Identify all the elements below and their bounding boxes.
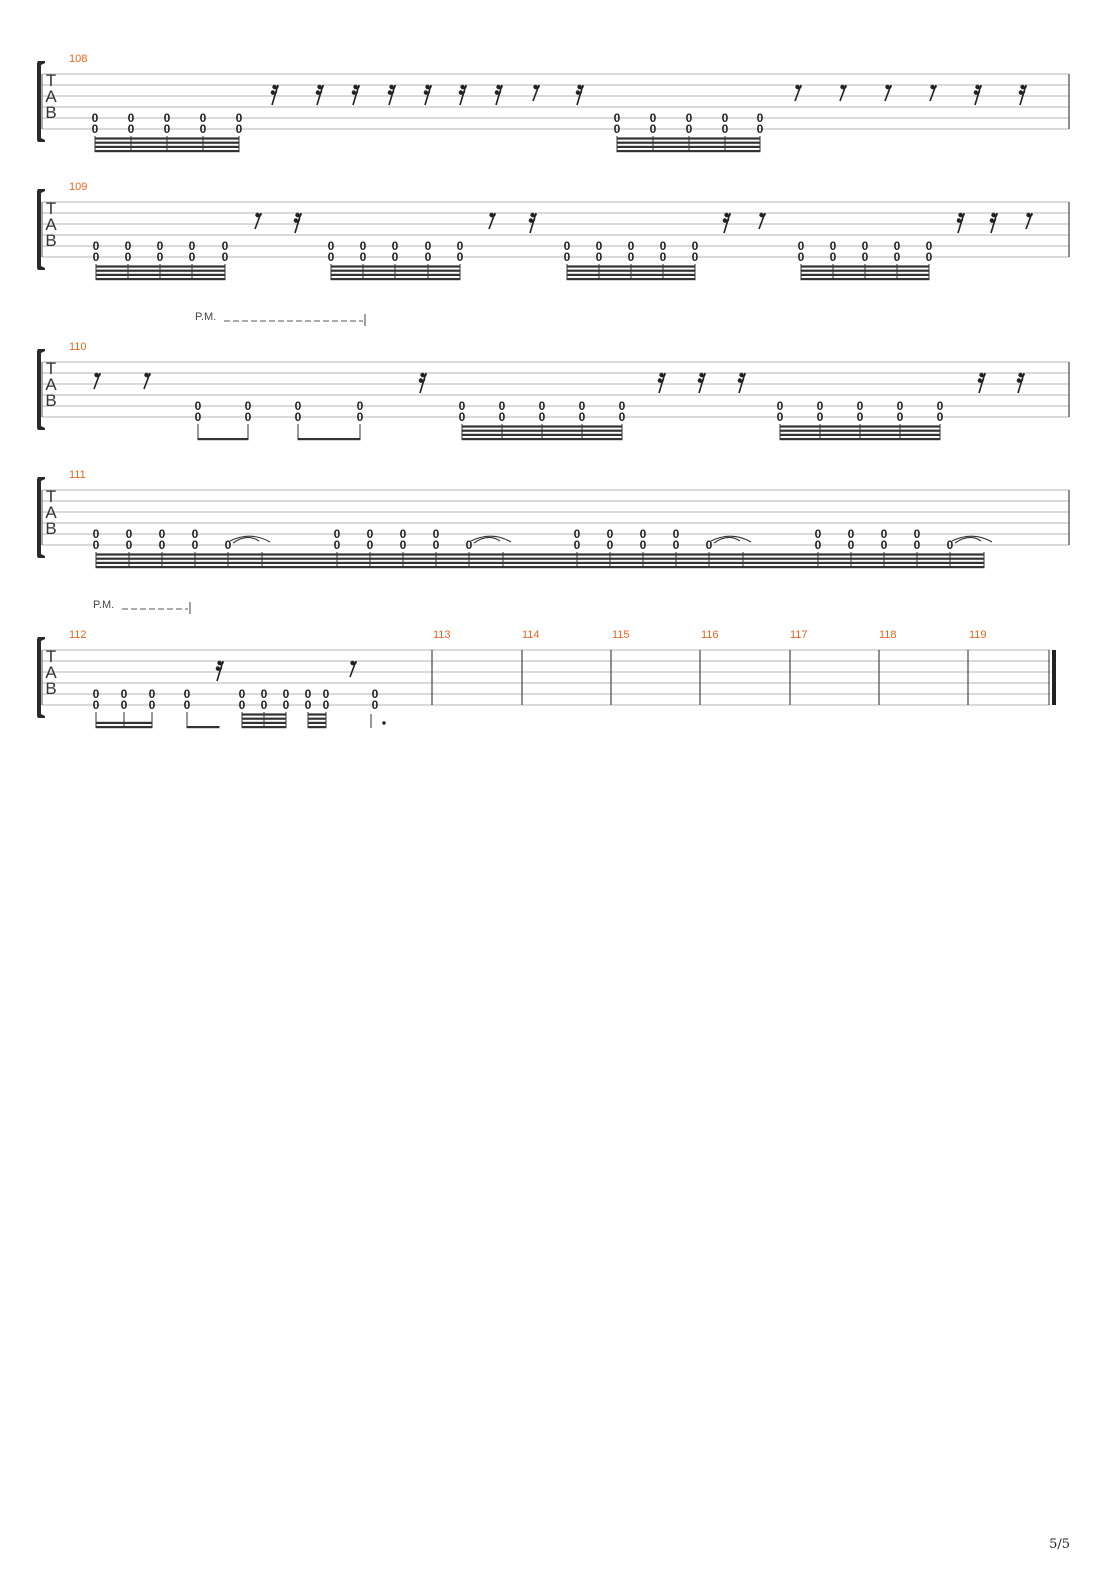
thirty-second-rest — [974, 85, 982, 105]
fret-number-string5: 0 — [371, 687, 379, 701]
fret-number-string6: 0 — [925, 250, 933, 264]
fret-number-string5: 0 — [856, 399, 864, 413]
fret-number-string6: 0 — [391, 250, 399, 264]
thirty-second-rest — [698, 373, 706, 393]
fret-number-string6: 0 — [191, 538, 199, 552]
fret-number-string6: 0 — [618, 410, 626, 424]
beam — [617, 146, 761, 148]
tab-clef-letter: T — [45, 487, 57, 506]
fret-number-string5: 0 — [91, 111, 99, 125]
fret-number-string5: 0 — [498, 399, 506, 413]
fret-number-string5: 0 — [563, 239, 571, 253]
thirty-second-rest — [1017, 373, 1025, 393]
fret-number-string5: 0 — [936, 399, 944, 413]
fret-number-string6: 0 — [424, 250, 432, 264]
sixteenth-rest — [489, 213, 496, 229]
tab-clef-letter: A — [45, 87, 57, 106]
sixteenth-rest — [759, 213, 766, 229]
fret-number-string6: 0 — [163, 122, 171, 136]
fret-number-string6: 0 — [776, 410, 784, 424]
beam — [95, 137, 240, 139]
beam — [780, 425, 941, 427]
fret-number-string5: 0 — [756, 111, 764, 125]
fret-number-string5: 0 — [260, 687, 268, 701]
fret-number-string6: 0 — [880, 538, 888, 552]
beam — [462, 430, 623, 432]
fret-number-string6: 0 — [327, 250, 335, 264]
fret-number-string5: 0 — [893, 239, 901, 253]
sixteenth-rest — [350, 661, 357, 677]
beam — [567, 274, 696, 276]
fret-number-string6: 0 — [573, 538, 581, 552]
fret-number-string5: 0 — [814, 527, 822, 541]
fret-number-string5: 0 — [120, 687, 128, 701]
fret-number-string6: 0 — [613, 122, 621, 136]
thirty-second-rest — [576, 85, 584, 105]
fret-number-string6: 0 — [456, 250, 464, 264]
fret-number-string5: 0 — [199, 111, 207, 125]
fret-number-string6: 0 — [333, 538, 341, 552]
beam — [96, 270, 226, 272]
beam — [801, 274, 930, 276]
fret-number-string6: 0 — [498, 410, 506, 424]
fret-number-string5: 0 — [282, 687, 290, 701]
fret-number-string6: 0 — [936, 410, 944, 424]
beam — [96, 566, 985, 568]
beam — [96, 278, 226, 280]
beam — [242, 718, 287, 720]
fret-number-string5: 0 — [183, 687, 191, 701]
beam — [96, 265, 226, 267]
fret-number-string5: 0 — [627, 239, 635, 253]
dotted-note-dot — [382, 721, 385, 724]
fret-number-string6: 0 — [649, 122, 657, 136]
beam — [780, 430, 941, 432]
fret-number-string6: 0 — [595, 250, 603, 264]
fret-number-string5: 0 — [721, 111, 729, 125]
fret-number-string6: 0 — [356, 410, 364, 424]
fret-number-string5: 0 — [188, 239, 196, 253]
fret-number-string5: 0 — [573, 527, 581, 541]
measure-number-117: 117 — [790, 629, 808, 641]
beam — [96, 726, 153, 728]
fret-number-string6: 0 — [913, 538, 921, 552]
fret-number-string6: 0 — [458, 410, 466, 424]
fret-number-string5: 0 — [235, 111, 243, 125]
tab-clef-letter: A — [45, 503, 57, 522]
fret-number-string5: 0 — [125, 527, 133, 541]
fret-number-string5: 0 — [124, 239, 132, 253]
beam — [95, 146, 240, 148]
beam — [242, 726, 287, 728]
fret-number-string6: 0 — [685, 122, 693, 136]
fret-number-string5: 0 — [158, 527, 166, 541]
fret-number-string6: 0 — [359, 250, 367, 264]
fret-number-string6: 0 — [399, 538, 407, 552]
fret-number-string6: 0 — [538, 410, 546, 424]
fret-number-string5: 0 — [92, 239, 100, 253]
page-number: 5/5 — [1049, 1537, 1070, 1552]
fret-number-string5: 0 — [913, 527, 921, 541]
fret-number-string5: 0 — [92, 527, 100, 541]
fret-number-string5: 0 — [880, 527, 888, 541]
tied-fret-number: 0 — [224, 538, 232, 552]
fret-number-string6: 0 — [124, 250, 132, 264]
tab-clef-letter: B — [45, 103, 57, 122]
fret-number-string6: 0 — [127, 122, 135, 136]
fret-number-string6: 0 — [92, 538, 100, 552]
tab-clef-letter: A — [45, 215, 57, 234]
system-bracket-1 — [37, 189, 45, 270]
fret-number-string6: 0 — [816, 410, 824, 424]
fret-number-string5: 0 — [304, 687, 312, 701]
tab-clef-letter: T — [45, 199, 57, 218]
beam — [801, 278, 930, 280]
sixteenth-rest — [840, 85, 847, 101]
thirty-second-rest — [424, 85, 432, 105]
thirty-second-rest — [271, 85, 279, 105]
fret-number-string6: 0 — [158, 538, 166, 552]
palm-mute-label: P.M. — [93, 599, 115, 611]
sixteenth-rest — [1026, 213, 1033, 229]
thirty-second-rest — [978, 373, 986, 393]
fret-number-string5: 0 — [578, 399, 586, 413]
beam — [187, 726, 220, 728]
fret-number-string5: 0 — [356, 399, 364, 413]
fret-number-string5: 0 — [659, 239, 667, 253]
fret-number-string5: 0 — [618, 399, 626, 413]
fret-number-string5: 0 — [322, 687, 330, 701]
fret-number-string6: 0 — [91, 122, 99, 136]
fret-number-string5: 0 — [221, 239, 229, 253]
fret-number-string6: 0 — [125, 538, 133, 552]
fret-number-string5: 0 — [456, 239, 464, 253]
beam — [331, 274, 461, 276]
thirty-second-rest — [723, 213, 731, 233]
beam — [462, 434, 623, 436]
beam — [242, 722, 287, 724]
beam — [308, 722, 327, 724]
fret-number-string6: 0 — [183, 698, 191, 712]
measure-number-119: 119 — [969, 629, 987, 641]
beam — [95, 142, 240, 144]
fret-number-string5: 0 — [691, 239, 699, 253]
fret-number-string6: 0 — [304, 698, 312, 712]
beam — [462, 425, 623, 427]
beam — [308, 713, 327, 715]
beam — [617, 137, 761, 139]
tab-clef-letter: A — [45, 375, 57, 394]
fret-number-string5: 0 — [816, 399, 824, 413]
measure-number-114: 114 — [522, 629, 540, 641]
fret-number-string5: 0 — [327, 239, 335, 253]
beam — [331, 265, 461, 267]
sixteenth-rest — [930, 85, 937, 101]
beam — [801, 265, 930, 267]
fret-number-string6: 0 — [294, 410, 302, 424]
beam — [801, 270, 930, 272]
tab-clef-letter: T — [45, 71, 57, 90]
sixteenth-rest — [533, 85, 540, 101]
tab-clef-letter: B — [45, 231, 57, 250]
fret-number-string5: 0 — [595, 239, 603, 253]
tab-clef-letter: T — [45, 359, 57, 378]
measure-number-113: 113 — [433, 629, 451, 641]
fret-number-string5: 0 — [606, 527, 614, 541]
fret-number-string6: 0 — [244, 410, 252, 424]
measure-number-110: 110 — [69, 341, 87, 353]
fret-number-string5: 0 — [829, 239, 837, 253]
thirty-second-rest — [495, 85, 503, 105]
fret-number-string6: 0 — [893, 250, 901, 264]
fret-number-string6: 0 — [672, 538, 680, 552]
fret-number-string5: 0 — [244, 399, 252, 413]
thirty-second-rest — [419, 373, 427, 393]
fret-number-string5: 0 — [685, 111, 693, 125]
fret-number-string6: 0 — [188, 250, 196, 264]
beam — [308, 726, 327, 728]
fret-number-string6: 0 — [92, 698, 100, 712]
beam — [198, 438, 249, 440]
fret-number-string5: 0 — [925, 239, 933, 253]
tab-clef-letter: A — [45, 663, 57, 682]
fret-number-string6: 0 — [235, 122, 243, 136]
fret-number-string6: 0 — [238, 698, 246, 712]
fret-number-string5: 0 — [366, 527, 374, 541]
fret-number-string6: 0 — [371, 698, 379, 712]
fret-number-string5: 0 — [672, 527, 680, 541]
thirty-second-rest — [216, 661, 224, 681]
tab-clef-letter: B — [45, 679, 57, 698]
beam — [567, 270, 696, 272]
thirty-second-rest — [529, 213, 537, 233]
fret-number-string6: 0 — [432, 538, 440, 552]
system-bracket-3 — [37, 477, 45, 558]
beam — [567, 265, 696, 267]
thirty-second-rest — [294, 213, 302, 233]
thirty-second-rest — [352, 85, 360, 105]
sixteenth-rest — [144, 373, 151, 389]
thirty-second-rest — [957, 213, 965, 233]
fret-number-string5: 0 — [649, 111, 657, 125]
tab-clef-letter: B — [45, 519, 57, 538]
fret-number-string5: 0 — [847, 527, 855, 541]
tied-fret-number: 0 — [946, 538, 954, 552]
fret-number-string6: 0 — [756, 122, 764, 136]
fret-number-string5: 0 — [156, 239, 164, 253]
fret-number-string6: 0 — [194, 410, 202, 424]
sixteenth-rest — [885, 85, 892, 101]
fret-number-string6: 0 — [120, 698, 128, 712]
fret-number-string5: 0 — [861, 239, 869, 253]
measure-number-108: 108 — [69, 53, 88, 65]
measure-number-112: 112 — [69, 629, 87, 641]
beam — [96, 274, 226, 276]
fret-number-string6: 0 — [606, 538, 614, 552]
sixteenth-rest — [255, 213, 262, 229]
beam — [567, 278, 696, 280]
fret-number-string6: 0 — [797, 250, 805, 264]
tied-fret-number: 0 — [465, 538, 473, 552]
fret-number-string6: 0 — [896, 410, 904, 424]
fret-number-string5: 0 — [191, 527, 199, 541]
thirty-second-rest — [658, 373, 666, 393]
fret-number-string5: 0 — [391, 239, 399, 253]
thirty-second-rest — [388, 85, 396, 105]
fret-number-string6: 0 — [148, 698, 156, 712]
fret-number-string5: 0 — [458, 399, 466, 413]
thirty-second-rest — [1019, 85, 1027, 105]
fret-number-string6: 0 — [563, 250, 571, 264]
measure-number-118: 118 — [879, 629, 897, 641]
beam — [331, 270, 461, 272]
fret-number-string5: 0 — [92, 687, 100, 701]
fret-number-string5: 0 — [639, 527, 647, 541]
fret-number-string6: 0 — [721, 122, 729, 136]
fret-number-string5: 0 — [613, 111, 621, 125]
fret-number-string6: 0 — [366, 538, 374, 552]
beam — [331, 278, 461, 280]
fret-number-string6: 0 — [156, 250, 164, 264]
palm-mute-label: P.M. — [195, 311, 217, 323]
beam — [462, 438, 623, 440]
fret-number-string6: 0 — [92, 250, 100, 264]
beam — [298, 438, 361, 440]
fret-number-string5: 0 — [538, 399, 546, 413]
tied-fret-number: 0 — [705, 538, 713, 552]
beam — [242, 713, 287, 715]
beam — [96, 558, 985, 560]
beam — [780, 434, 941, 436]
fret-number-string6: 0 — [847, 538, 855, 552]
fret-number-string6: 0 — [221, 250, 229, 264]
thirty-second-rest — [738, 373, 746, 393]
measure-number-109: 109 — [69, 181, 88, 193]
sixteenth-rest — [795, 85, 802, 101]
beam — [308, 718, 327, 720]
measure-number-116: 116 — [701, 629, 719, 641]
fret-number-string6: 0 — [659, 250, 667, 264]
thirty-second-rest — [459, 85, 467, 105]
beam — [617, 150, 761, 152]
fret-number-string5: 0 — [399, 527, 407, 541]
fret-number-string6: 0 — [260, 698, 268, 712]
fret-number-string6: 0 — [814, 538, 822, 552]
tab-clef-letter: B — [45, 391, 57, 410]
fret-number-string5: 0 — [896, 399, 904, 413]
beam — [617, 142, 761, 144]
measure-number-111: 111 — [69, 469, 86, 481]
beam — [96, 562, 985, 564]
system-bracket-0 — [37, 61, 45, 142]
fret-number-string5: 0 — [776, 399, 784, 413]
beam — [96, 722, 153, 724]
system-bracket-2 — [37, 349, 45, 430]
fret-number-string6: 0 — [829, 250, 837, 264]
beam — [780, 438, 941, 440]
thirty-second-rest — [990, 213, 998, 233]
fret-number-string5: 0 — [333, 527, 341, 541]
fret-number-string5: 0 — [163, 111, 171, 125]
beam — [95, 150, 240, 152]
fret-number-string5: 0 — [432, 527, 440, 541]
fret-number-string5: 0 — [797, 239, 805, 253]
beam — [96, 553, 985, 555]
system-bracket-4 — [37, 637, 45, 718]
fret-number-string5: 0 — [359, 239, 367, 253]
tab-clef-letter: T — [45, 647, 57, 666]
fret-number-string6: 0 — [282, 698, 290, 712]
fret-number-string5: 0 — [194, 399, 202, 413]
fret-number-string5: 0 — [238, 687, 246, 701]
fret-number-string6: 0 — [322, 698, 330, 712]
fret-number-string5: 0 — [294, 399, 302, 413]
fret-number-string6: 0 — [627, 250, 635, 264]
thirty-second-rest — [316, 85, 324, 105]
fret-number-string6: 0 — [861, 250, 869, 264]
measure-number-115: 115 — [612, 629, 630, 641]
fret-number-string5: 0 — [127, 111, 135, 125]
fret-number-string6: 0 — [639, 538, 647, 552]
fret-number-string6: 0 — [856, 410, 864, 424]
final-barline-thick — [1052, 650, 1056, 705]
fret-number-string6: 0 — [691, 250, 699, 264]
fret-number-string5: 0 — [148, 687, 156, 701]
fret-number-string6: 0 — [199, 122, 207, 136]
fret-number-string6: 0 — [578, 410, 586, 424]
sixteenth-rest — [94, 373, 101, 389]
fret-number-string5: 0 — [424, 239, 432, 253]
